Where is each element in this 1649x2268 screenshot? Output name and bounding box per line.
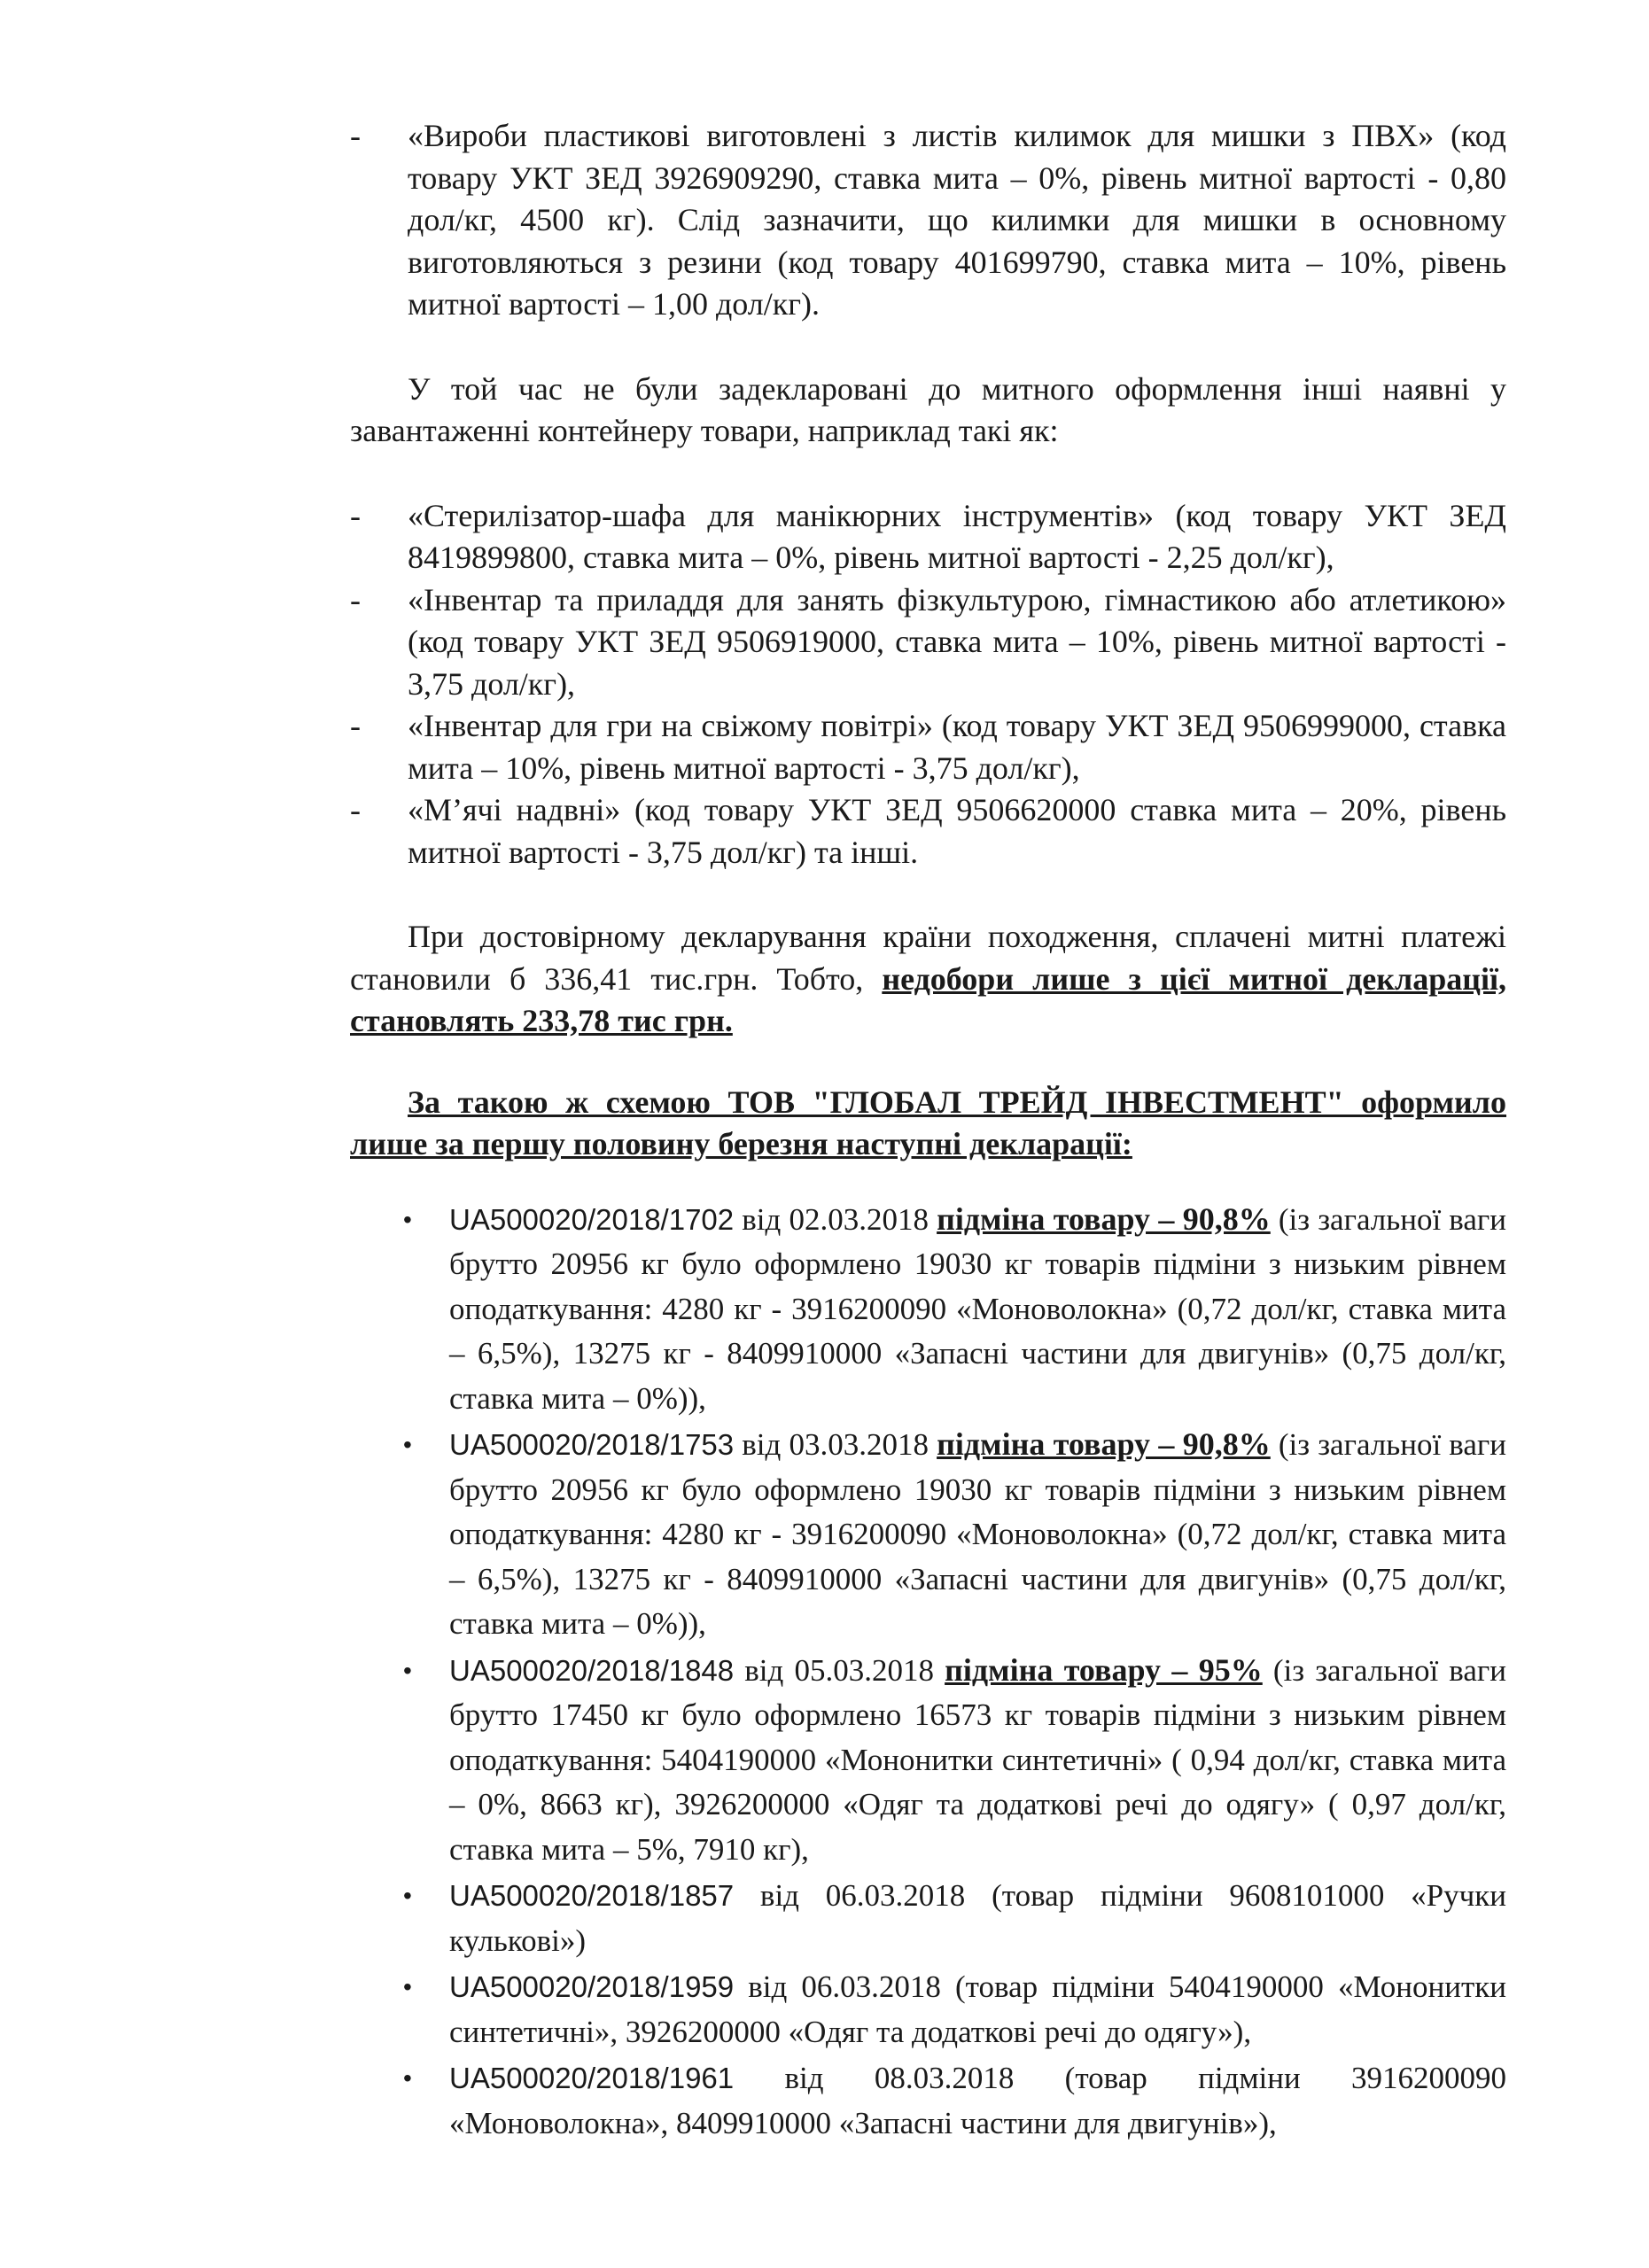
shortfall-emphasis: недобори лише з цієї митної декларації, становлять 233,78 тис грн. <box>350 960 1506 1038</box>
declaration-details: (із загальної ваги брутто 17450 кг було оформлено 16573 кг товарів підміни з низьким рівнем оподаткування: 5404190000 «Мононитки синтетичні» ( 0,94 дол/кг, ставка мита – 0%, 8663 кг), 3926200000 «Одяг та додаткові речі до одягу» ( 0,97 дол/кг, ставка мита – 5%, 7910 кг), <box>449 1652 1506 1867</box>
bullet-icon: • <box>403 1431 412 1458</box>
section-heading: За такою ж схемою ТОВ "ГЛОБАЛ ТРЕЙД ІНВЕСТМЕНТ" оформило лише за першу половину березня наступні декларації: <box>350 1084 1506 1161</box>
declaration-item <box>403 1198 1506 1422</box>
list-item <box>350 705 1506 789</box>
bullet-icon: • <box>403 1882 412 1909</box>
declaration-number: UA500020/2018/1753 <box>449 1428 735 1461</box>
declaration-details: (із загальної ваги брутто 20956 кг було оформлено 19030 кг товарів підміни з низьким рівнем оподаткування: 4280 кг - 3916200090 «Моноволокна» (0,72 дол/кг, ставка мита – 6,5%), 13275 кг - 8409910000 «Запасні частини для двигунів» (0,75 дол/кг, ставка мита – 0%)), <box>449 1427 1506 1641</box>
declaration-number: UA500020/2018/1857 <box>449 1879 735 1912</box>
list-item-text: «Стерилізатор-шафа для манікюрних інструментів» (код товару УКТ ЗЕД 8419899800, ставка мита – 0%, рівень митної вартості - 2,25 дол/кг), <box>408 497 1506 575</box>
list-item-text: «М’ячі надвні» (код товару УКТ ЗЕД 9506620000 ставка мита – 20%, рівень митної вартості - 3,75 дол/кг) та інші. <box>408 792 1506 870</box>
list-item <box>350 579 1506 706</box>
declaration-item <box>403 1965 1506 2054</box>
bullet-icon: • <box>403 1973 412 2000</box>
paragraph-payments <box>350 916 1506 1043</box>
document-page <box>350 115 1506 2148</box>
declaration-date: від 05.03.2018 <box>734 1652 945 1688</box>
declaration-number: UA500020/2018/1702 <box>449 1202 735 1236</box>
dash-marker: - <box>350 708 361 743</box>
declaration-date: від 02.03.2018 <box>734 1201 937 1237</box>
declaration-item <box>403 1423 1506 1647</box>
substitution-percent: підміна товару – 95% <box>945 1651 1263 1688</box>
dash-marker: - <box>350 118 361 153</box>
list-item <box>350 789 1506 874</box>
bullet-icon: • <box>403 1656 412 1684</box>
list-item-text: «Вироби пластикові виготовлені з листів килимок для мишки з ПВХ» (код товару УКТ ЗЕД 3926909290, ставка мита – 0%, рівень митної вартості - 0,80 дол/кг, 4500 кг). Слід зазначити, що килимки для мишки в основному виготовляються з резини (код товару 401699790, ставка мита – 10%, рівень митної вартості – 1,00 дол/кг). <box>408 118 1506 322</box>
bullet-icon: • <box>403 1205 412 1233</box>
bullet-icon: • <box>403 2064 412 2092</box>
declaration-item <box>403 2056 1506 2146</box>
declaration-date: від 06.03.2018 <box>734 1878 992 1913</box>
declaration-number: UA500020/2018/1848 <box>449 1653 735 1687</box>
dash-marker: - <box>350 497 361 533</box>
goods-list <box>350 495 1506 874</box>
declaration-date: від 03.03.2018 <box>734 1427 937 1462</box>
declaration-item <box>403 1649 1506 1873</box>
substitution-percent: підміна товару – 90,8% <box>937 1200 1271 1237</box>
declaration-number: UA500020/2018/1961 <box>449 2062 735 2094</box>
declaration-date: від 06.03.2018 <box>734 1969 956 2004</box>
payments-text: При достовірному декларування країни походження, сплачені митні платежі становили б 336,41 тис.грн. Тобто, <box>350 919 1506 997</box>
dash-marker: - <box>350 792 361 827</box>
substitution-percent: підміна товару – 90,8% <box>937 1426 1271 1462</box>
declaration-details: (товар підміни 9608101000 «Ручки кулькові») <box>449 1878 1506 1958</box>
list-item <box>350 115 1506 326</box>
dash-marker: - <box>350 581 361 617</box>
declarations-list <box>403 1198 1506 2147</box>
list-item <box>350 495 1506 579</box>
declaration-item <box>403 1874 1506 1963</box>
paragraph-undeclared: У той час не були задекларовані до митного оформлення інші наявні у завантаженні контейнеру товари, наприклад такі як: <box>350 370 1506 448</box>
list-item-text: «Інвентар та приладдя для занять фізкультурою, гімнастикою або атлетикою» (код товару УКТ ЗЕД 9506919000, ставка мита – 10%, рівень митної вартості - 3,75 дол/кг), <box>408 581 1506 702</box>
declaration-details: (із загальної ваги брутто 20956 кг було оформлено 19030 кг товарів підміни з низьким рівнем оподаткування: 4280 кг - 3916200090 «Моноволокна» (0,72 дол/кг, ставка мита – 6,5%), 13275 кг - 8409910000 «Запасні частини для двигунів» (0,75 дол/кг, ставка мита – 0%)), <box>449 1201 1506 1416</box>
list-item-text: «Інвентар для гри на свіжому повітрі» (код товару УКТ ЗЕД 9506999000, ставка мита – 10%, рівень митної вартості - 3,75 дол/кг), <box>408 708 1506 786</box>
declaration-details: (товар підміни 5404190000 «Мононитки синтетичні», 3926200000 «Одяг та додаткові речі до одягу»), <box>449 1969 1506 2049</box>
declaration-number: UA500020/2018/1959 <box>449 1970 735 2003</box>
declaration-date: від 08.03.2018 <box>734 2061 1065 2095</box>
declaration-details: (товар підміни 3916200090 «Моноволокна», 8409910000 «Запасні частини для двигунів»), <box>449 2061 1507 2140</box>
